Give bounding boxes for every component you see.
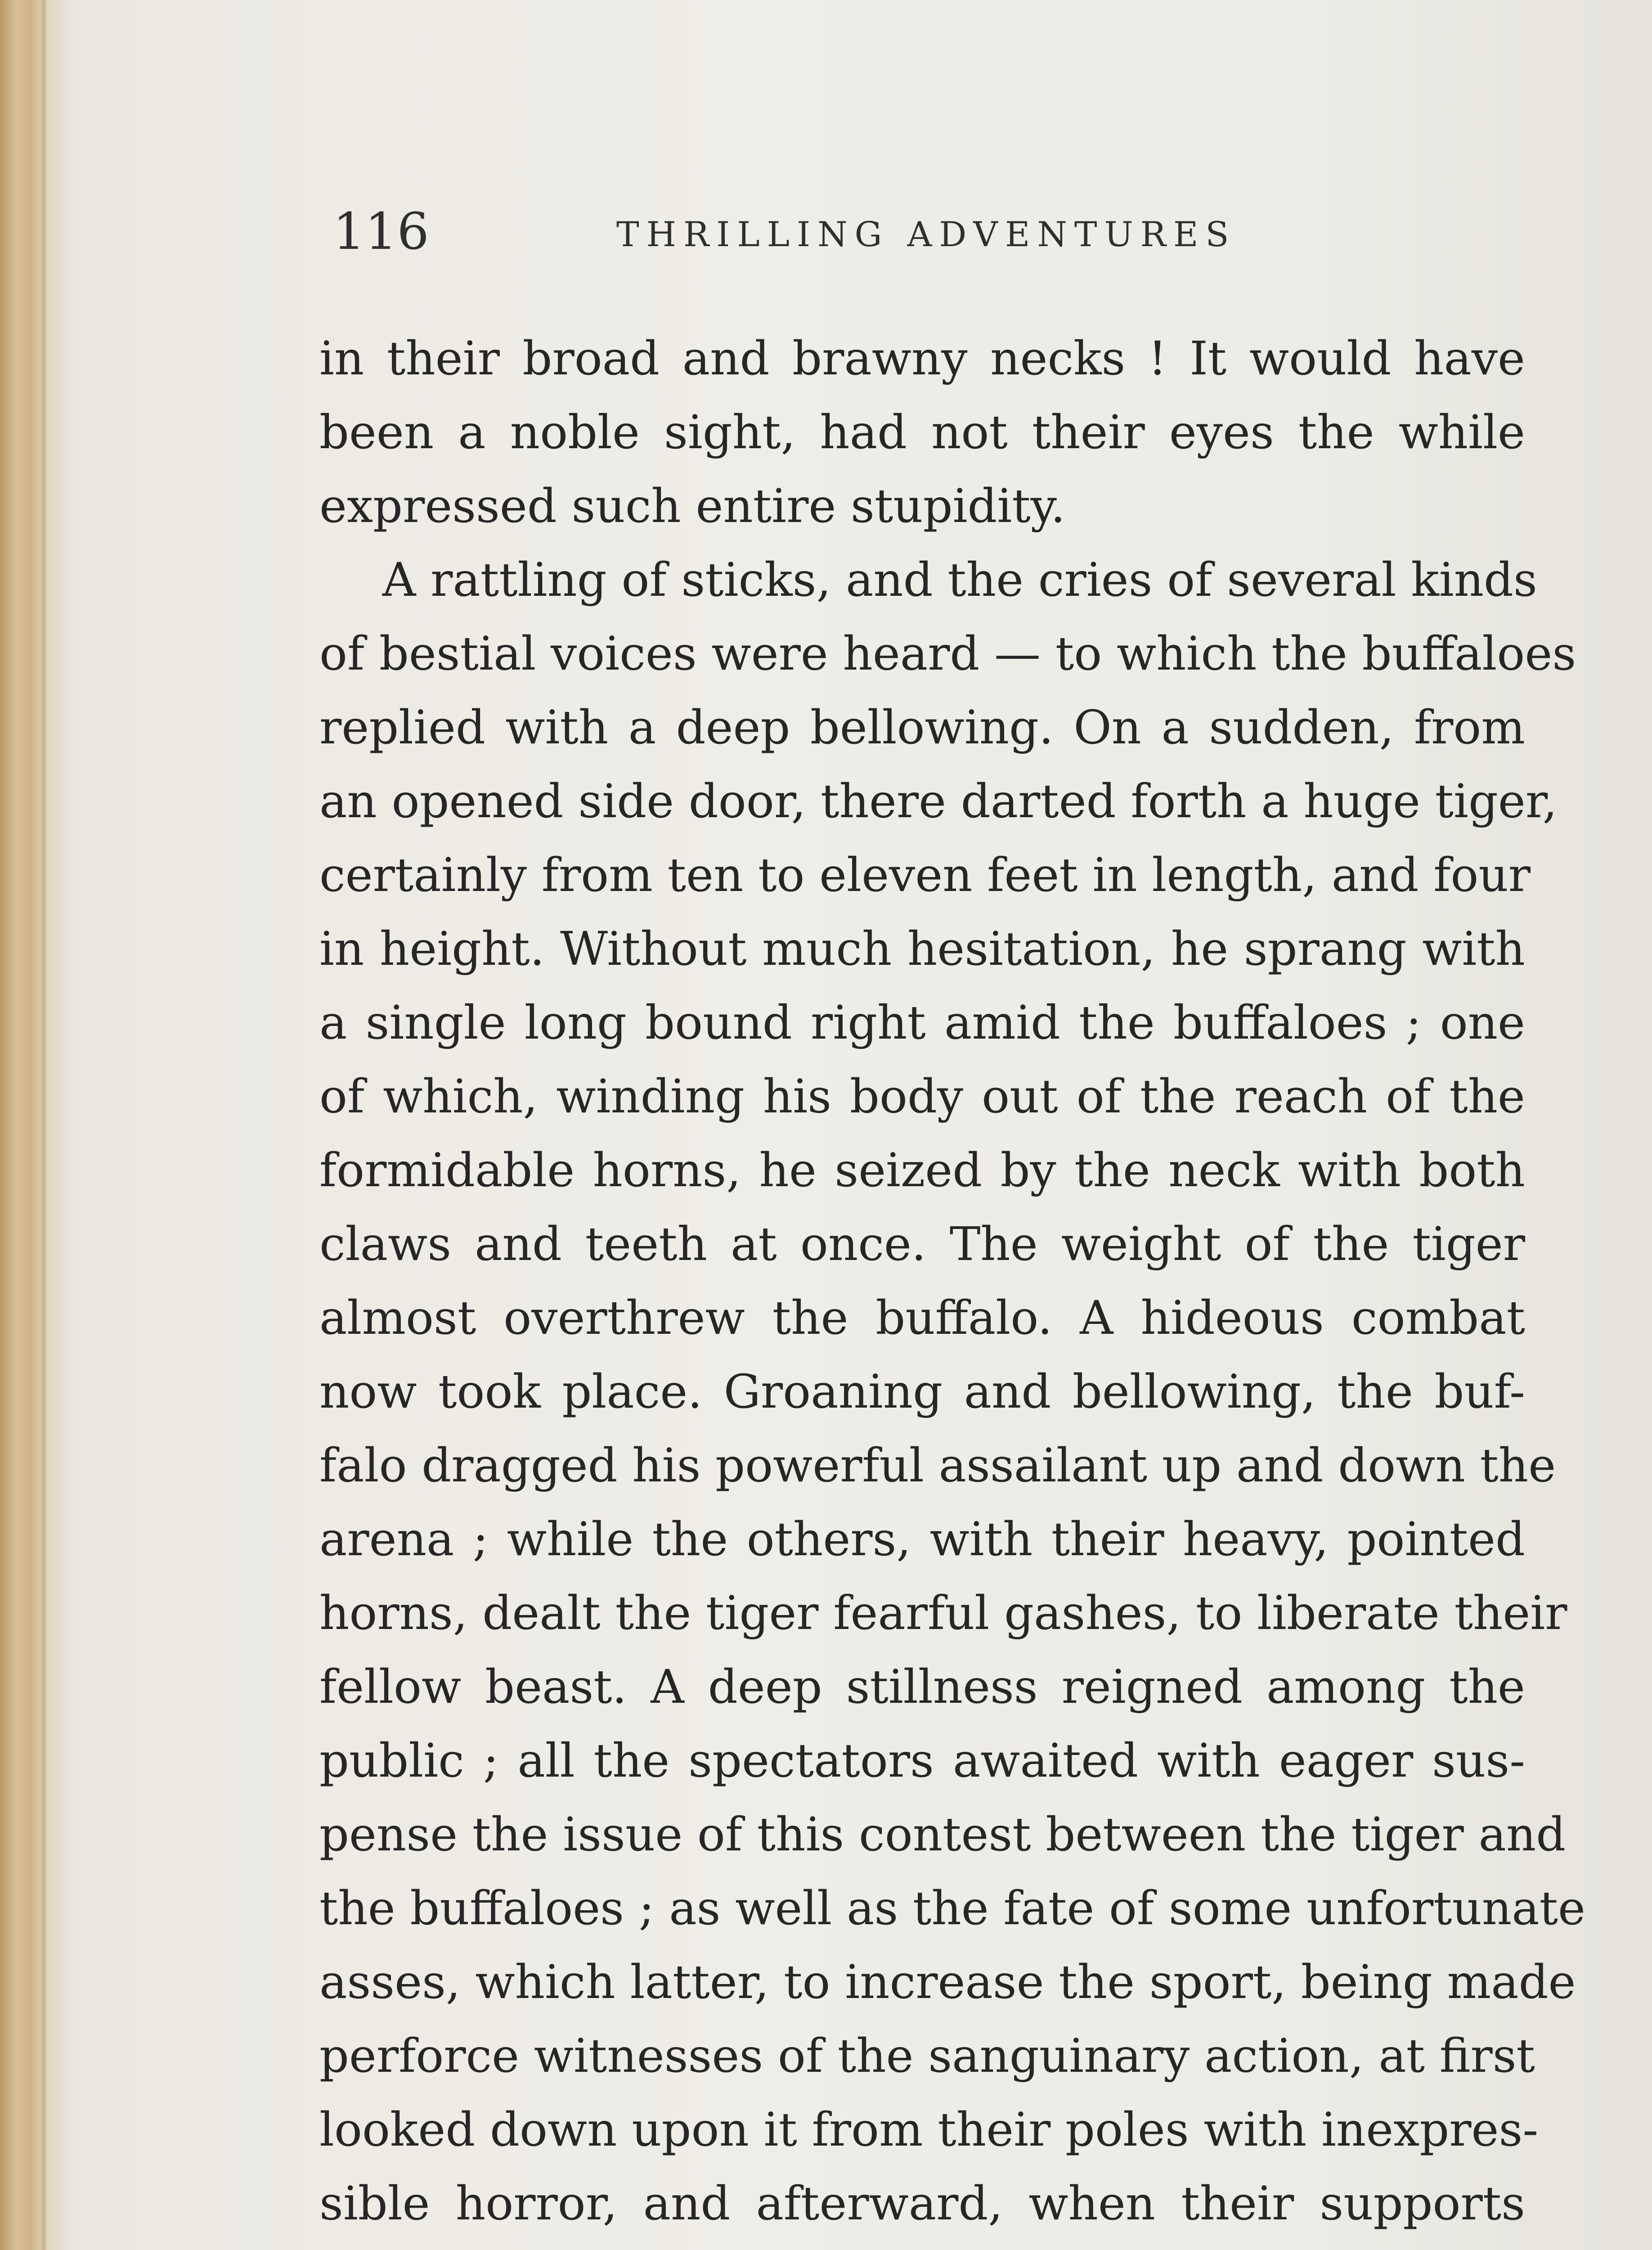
text-line: been a noble sight, had not their eyes the while: [319, 405, 1525, 459]
text-line: of which, winding his body out of the reach of the: [319, 1070, 1525, 1124]
running-title: THRILLING ADVENTURES: [616, 214, 1236, 254]
text-line: an opened side door, there darted forth a huge tiger,: [319, 774, 1558, 828]
page-header: [333, 200, 1530, 263]
page-number: 116: [333, 202, 429, 261]
page-fold-line: [41, 0, 46, 2250]
text-line: expressed such entire stupidity.: [319, 479, 1066, 533]
text-line: [319, 2241, 1525, 2250]
text-line: horns, dealt the tiger fearful gashes, to liberate their: [319, 1586, 1567, 1640]
page-spine-edge: [0, 0, 67, 2250]
text-line: the buffaloes ; as well as the fate of some unfortunate: [319, 1881, 1585, 1935]
text-line: sible horror, and afterward, when their supports: [319, 2177, 1525, 2231]
text-line: perforce witnesses of the sanguinary action, at first: [319, 2029, 1535, 2083]
text-line: formidable horns, he seized by the neck with both: [319, 1143, 1525, 1197]
body-text: [319, 322, 1585, 2250]
paragraph-first-line: A rattling of sticks, and the cries of several kinds: [382, 553, 1537, 607]
text-line: asses, which latter, to increase the sport, being made: [319, 1955, 1576, 2009]
text-line: certainly from ten to eleven feet in length, and four: [319, 848, 1531, 902]
text-line: replied with a deep bellowing. On a sudden, from: [319, 701, 1525, 755]
text-line: fellow beast. A deep stillness reigned among the: [319, 1660, 1525, 1714]
text-line: looked down upon it from their poles with inexpres-: [319, 2103, 1539, 2157]
text-line: a single long bound right amid the buffaloes ; one: [319, 996, 1525, 1050]
text-line: pense the issue of this contest between the tiger and: [319, 1808, 1566, 1862]
text-line: in height. Without much hesitation, he sprang with: [319, 922, 1525, 976]
text-line: claws and teeth at once. The weight of the tiger: [319, 1217, 1525, 1271]
text-line: arena ; while the others, with their heavy, pointed: [319, 1512, 1525, 1566]
text-line: public ; all the spectators awaited with eager sus-: [319, 1734, 1525, 1788]
text-line: now took place. Groaning and bellowing, the buf-: [319, 1365, 1525, 1419]
text-line: falo dragged his powerful assailant up and down the: [319, 1439, 1556, 1493]
text-line: almost overthrew the buffalo. A hideous combat: [319, 1291, 1525, 1345]
text-line: of bestial voices were heard — to which the buffaloes: [319, 627, 1576, 681]
text-line: in their broad and brawny necks ! It would have: [319, 332, 1525, 386]
